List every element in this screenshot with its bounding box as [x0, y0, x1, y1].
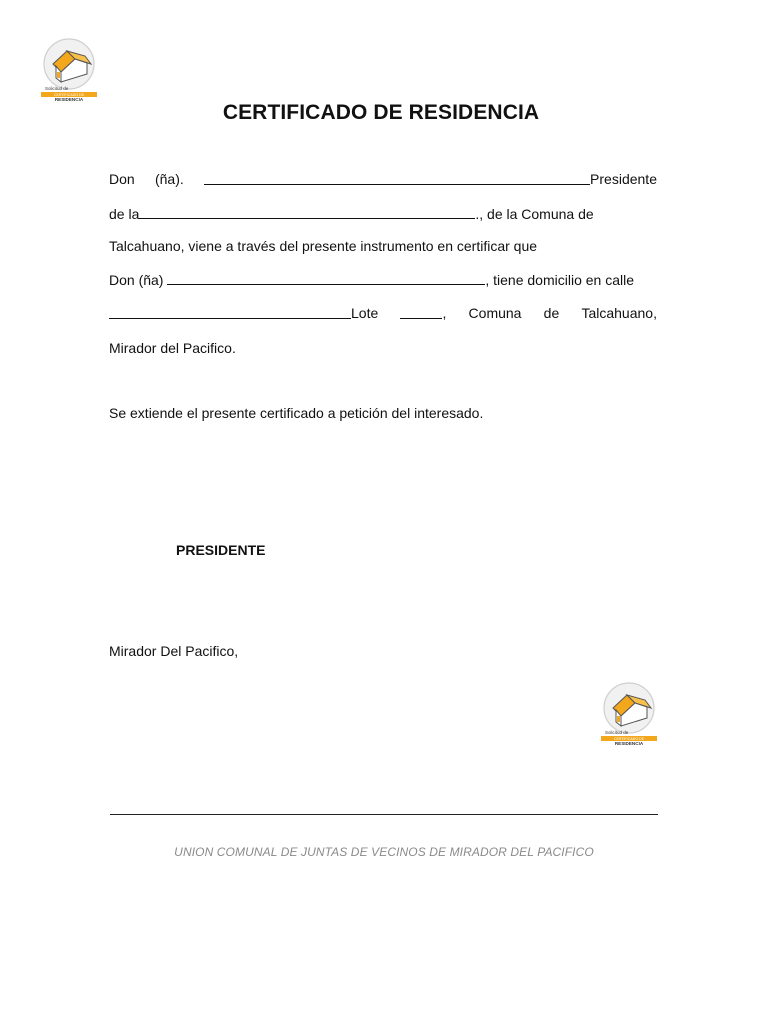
text-line-3 [109, 238, 657, 255]
text-comuna-de: ., de la Comuna de [475, 206, 594, 222]
logo-bottom [599, 682, 659, 746]
blank-junta-name [139, 205, 475, 219]
text-comma: , [442, 305, 447, 321]
text-mirador: Mirador del Pacifico. [109, 340, 236, 356]
text-lote: Lote [351, 305, 379, 321]
text-line-2 [109, 205, 657, 223]
text-domicilio: , tiene domicilio en calle [485, 272, 634, 288]
logo-line3: RESIDENCIA [54, 97, 84, 102]
text-de: de [543, 305, 560, 321]
blank-presidente-name [204, 171, 590, 185]
text-don: Don [109, 171, 135, 187]
blank-resident-name [167, 271, 485, 285]
blank-lote [400, 305, 442, 319]
logo-top [39, 38, 99, 102]
text-line-6 [109, 340, 657, 357]
text-na: (ña). [154, 171, 184, 187]
document-title: CERTIFICADO DE RESIDENCIA [222, 101, 540, 124]
text-line-4 [109, 271, 657, 289]
logo-line1: Solicitud de [45, 86, 69, 91]
footer-organization: UNION COMUNAL DE JUNTAS DE VECINOS DE MIRADOR DEL PACIFICO [174, 845, 594, 859]
text-line-5 [109, 305, 657, 322]
logo-line3: RESIDENCIA [614, 741, 644, 746]
blank-calle [109, 305, 351, 319]
text-de-la: de la [109, 206, 140, 222]
place-text: Mirador Del Pacifico, [109, 643, 239, 659]
text-presidente: Presidente [590, 171, 657, 187]
text-closing: Se extiende el presente certificado a petición del interesado. [109, 405, 484, 421]
text-talcahuano-certifica: Talcahuano, viene a través del presente instrumento en certificar que [109, 238, 538, 254]
text-line-1 [109, 171, 657, 188]
logo-line2: CERTIFICADO DE [613, 737, 645, 741]
text-comuna: Comuna [468, 305, 522, 321]
logo-line2: CERTIFICADO DE [53, 93, 85, 97]
footer-divider [110, 814, 658, 815]
text-don-na: Don (ña) [109, 272, 164, 288]
closing-text [109, 405, 657, 422]
house-icon [599, 682, 659, 746]
logo-line1: Solicitud de [605, 730, 629, 735]
signature-title: PRESIDENTE [176, 542, 266, 558]
text-talcahuano: Talcahuano, [581, 305, 657, 321]
house-icon [39, 38, 99, 102]
